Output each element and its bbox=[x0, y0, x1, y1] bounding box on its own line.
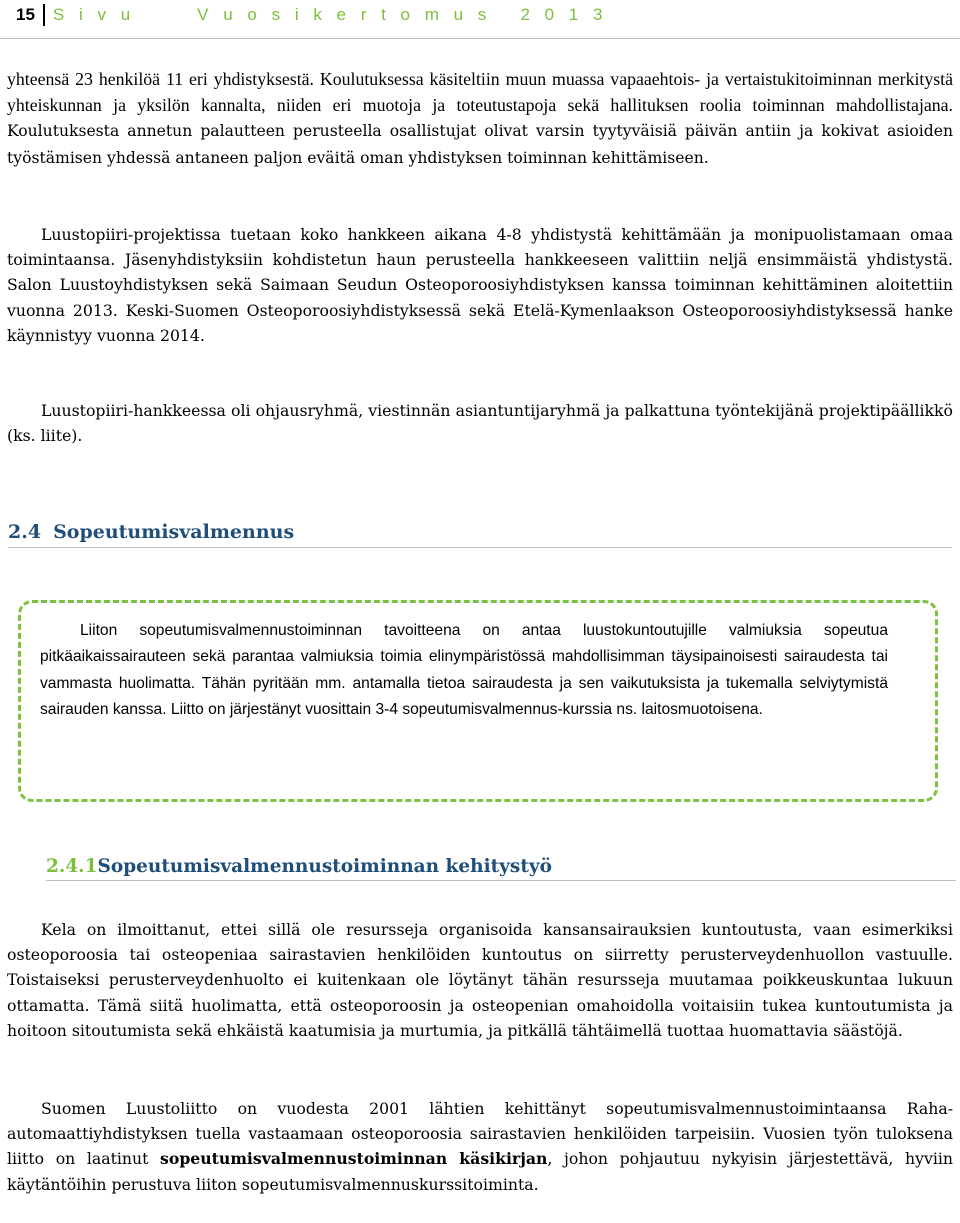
section-heading-2-4 bbox=[8, 521, 952, 548]
subsection-heading-2-4-1 bbox=[46, 856, 956, 881]
header-separator bbox=[43, 4, 45, 26]
paragraph-steering-group bbox=[7, 398, 953, 448]
paragraph-training bbox=[7, 67, 953, 171]
paragraph-training-feedback: Koulutuksesta annetun palautteen perusteella osallistujat olivat varsin tyytyväisiä päivän antiin ja kokivat asioiden työstämisen yhdessä antaneen paljon eväitä oman yhdistyksen toiminnan kehittämiseen. bbox=[7, 122, 953, 167]
paragraph-steering-group-text: Luustopiiri-hankkeessa oli ohjausryhmä, viestinnän asiantuntijaryhmä ja palkattuna työntekijänä projektipäällikkö (ks. liite). bbox=[7, 401, 953, 446]
paragraph-luustoliitto-start: Suomen Luustoliitto on vuodesta 2001 lähtien kehittänyt sopeutumisvalmennustoimintaansa Raha-automaattiyhdistyksen tuella vastaamaan osteoporoosia sairastavien henkilöiden tarpeisiin. Vuosien työn tuloksena liitto on laatinut bbox=[7, 1099, 953, 1169]
report-title: V u o s i k e r t o m u s 2 0 1 3 bbox=[197, 5, 608, 24]
handbook-title: sopeutumisvalmennustoiminnan käsikirjan bbox=[160, 1149, 548, 1169]
page-header bbox=[16, 0, 960, 30]
paragraph-kela-text: Kela on ilmoittanut, ettei sillä ole resursseja organisoida kansansairauksien kuntoutusta, vaan esimerkiksi osteoporoosia tai osteopeniaa sairastavien henkilöiden kuntoutus on siirretty perusterveydenhuollon vastuulle. Toistaiseksi perusterveydenhuolto ei kuitenkaan ole löytänyt tähän resursseja muutamaa poikkeuskuntaa lukuun ottamatta. Tämä siitä huolimatta, että osteoporoosin ja osteopenian omahoidolla voitaisiin tukea kuntoutumista ja hoitoon sitoutumista sekä ehkäistä kaatumisia ja murtumia, ja pitkällä tähtäimellä tuottaa huomattavia säästöjä. bbox=[7, 920, 953, 1040]
highlight-box-text bbox=[40, 618, 888, 724]
paragraph-luustoliitto bbox=[7, 1096, 953, 1197]
page-number: 15 bbox=[16, 5, 35, 24]
paragraph-luustopiiri bbox=[7, 222, 953, 348]
subsection-title: Sopeutumisvalmennustoiminnan kehitystyö bbox=[97, 856, 552, 877]
page-word: S i v u bbox=[52, 5, 136, 24]
highlight-box-content: Liiton sopeutumisvalmennustoiminnan tavoitteena on antaa luustokuntoutujille valmiuksia sopeutua pitkäaikaissairauteen sekä parantaa valmiuksia toimia elinympäristössä mahdollisimman täysipainoisesti sairaudesta tai vammasta huolimatta. Tähän pyritään mm. antamalla tietoa sairaudesta ja sen vaikutuksista ja tukemalla selviytymistä sairauden kanssa. Liitto on järjestänyt vuosittain 3-4 sopeutumisvalmennus-kurssia ns. laitosmuotoisena. bbox=[40, 622, 888, 719]
section-number: 2.4 bbox=[8, 521, 42, 543]
paragraph-luustopiiri-text: Luustopiiri-projektissa tuetaan koko hankkeen aikana 4-8 yhdistystä kehittämään ja monipuolistamaan omaa toimintaansa. Jäsenyhdistyksiin kohdistetun haun perusteella hankkeeseen valittiin neljä ensimmäistä yhdistystä. Salon Luustoyhdistyksen sekä Saimaan Seudun Osteoporoosiyhdistyksen kanssa toiminnan kehittäminen aloitettiin vuonna 2013. Keski-Suomen Osteoporoosiyhdistyksessä sekä Etelä-Kymenlaakson Osteoporoosiyhdistyksessä hanke käynnistyy vuonna 2014. bbox=[7, 225, 953, 345]
paragraph-kela bbox=[7, 917, 953, 1043]
paragraph-training-start: yhteensä 23 henkilöä 11 eri yhdistyksestä. Koulutuksessa käsiteltiin muun muassa vapaaehtois- ja vertaistukitoiminnan merkitystä yhteiskunnan ja yksilön kannalta, niiden eri muotoja ja toteutustapoja sekä hallituksen roolia toiminnan mahdollistajana. bbox=[7, 69, 953, 115]
section-title: Sopeutumisvalmennus bbox=[53, 521, 295, 543]
subsection-number: 2.4.1 bbox=[46, 856, 98, 877]
header-rule bbox=[0, 38, 960, 39]
paragraph-luustoliitto-end: , johon pohjautuu nykyisin järjestettävä, hyviin käytäntöihin perustuva liiton sopeutumisvalmennuskurssitoiminta. bbox=[7, 1149, 953, 1194]
